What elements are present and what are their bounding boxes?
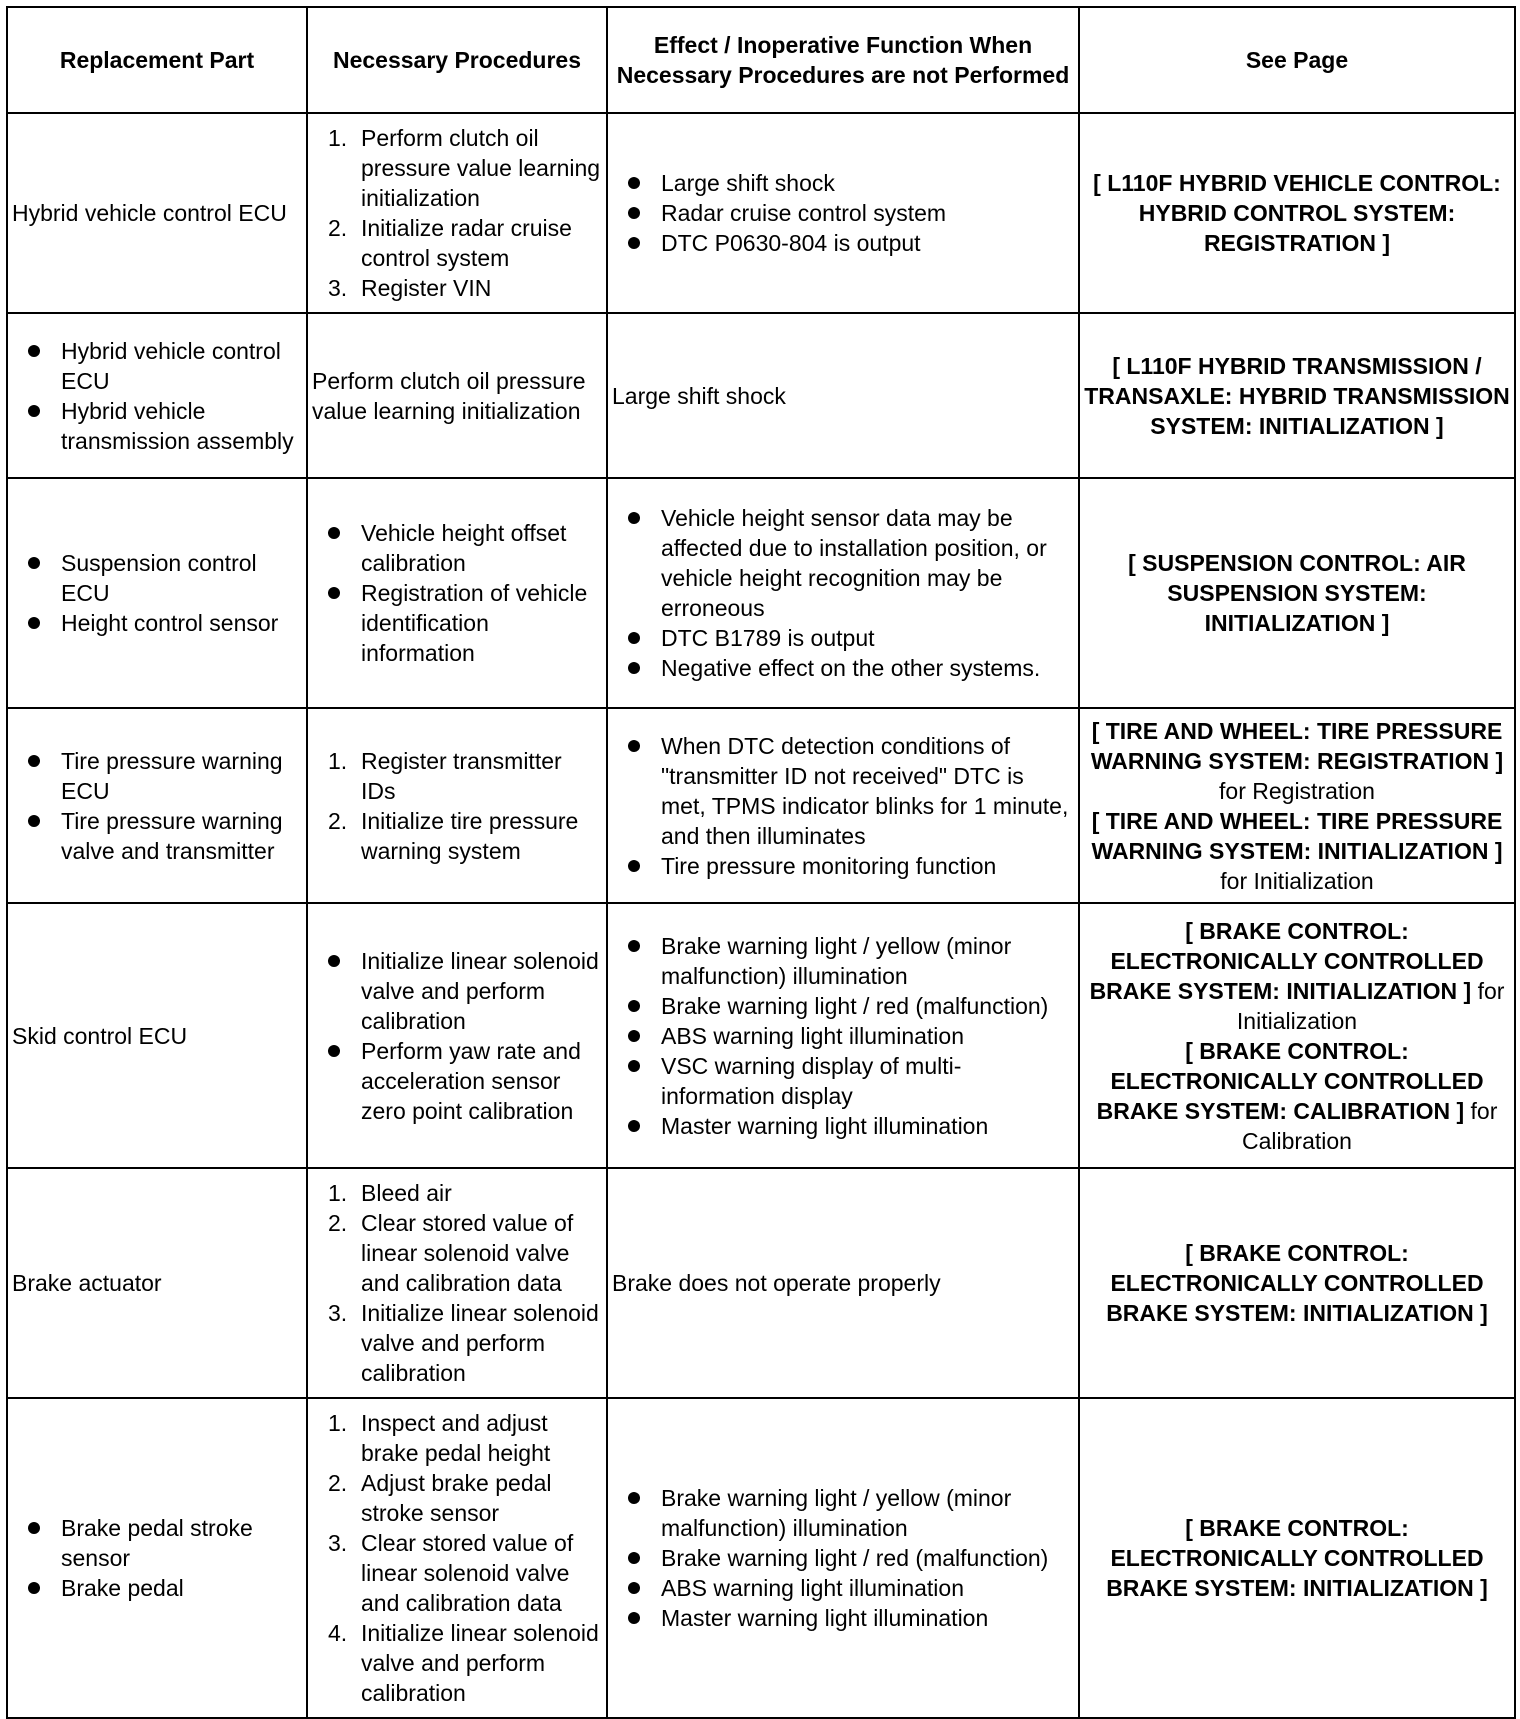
effects-cell	[607, 313, 1079, 478]
procedure-list	[312, 1408, 602, 1708]
effect-item: Negative effect on the other systems.	[612, 653, 1074, 683]
procedures-cell	[307, 903, 607, 1168]
procedure-text: Perform clutch oil pressure value learning initialization	[312, 367, 586, 424]
effect-item: DTC P0630-804 is output	[612, 228, 1074, 258]
table-row	[7, 903, 1515, 1168]
replacement-part-cell	[7, 1168, 307, 1398]
see-page-cell	[1079, 903, 1515, 1168]
effect-list	[612, 1483, 1074, 1633]
effect-list	[612, 503, 1074, 683]
procedure-list	[312, 123, 602, 303]
effect-item: Brake warning light / yellow (minor malfunction) illumination	[612, 1483, 1074, 1543]
procedure-step: 1. Register transmitter IDs	[328, 747, 562, 804]
effect-item: Tire pressure monitoring function	[612, 851, 1074, 881]
replacement-part-list	[12, 746, 302, 866]
replacement-part: Hybrid vehicle transmission assembly	[12, 396, 302, 456]
effect-item: ABS warning light illumination	[612, 1573, 1074, 1603]
procedures-cell	[307, 1398, 607, 1718]
replacement-part-cell	[7, 478, 307, 708]
effect-item: Vehicle height sensor data may be affected due to installation position, or vehicle height recognition may be erroneous	[612, 503, 1074, 623]
procedures-cell	[307, 313, 607, 478]
replacement-part-list	[12, 1513, 302, 1603]
procedure-step: 4. Initialize linear solenoid valve and perform calibration	[328, 1620, 599, 1706]
replacement-part: Tire pressure warning ECU	[12, 746, 302, 806]
procedure-step: 1. Inspect and adjust brake pedal height	[328, 1410, 551, 1466]
header-see-page: See Page	[1079, 7, 1515, 113]
procedure-step: 2. Initialize tire pressure warning system	[328, 807, 579, 864]
header-necessary-procedures: Necessary Procedures	[307, 7, 607, 113]
replacement-part-list	[12, 548, 302, 638]
replacement-part: Brake pedal	[12, 1573, 302, 1603]
page-reference[interactable]: [ L110F HYBRID TRANSMISSION / TRANSAXLE: HYBRID TRANSMISSION SYSTEM: INITIALIZATION ]	[1084, 352, 1510, 439]
replacement-part: Suspension control ECU	[12, 548, 302, 608]
procedure-step: 2. Clear stored value of linear solenoid valve and calibration data	[328, 1210, 574, 1296]
procedure-step: 3. Clear stored value of linear solenoid valve and calibration data	[328, 1530, 574, 1616]
table-row	[7, 708, 1515, 903]
procedure-list	[312, 946, 602, 1126]
effects-cell	[607, 903, 1079, 1168]
table-row	[7, 1398, 1515, 1718]
table-header-row	[7, 7, 1515, 113]
procedure-list	[312, 1178, 602, 1388]
see-page-cell	[1079, 478, 1515, 708]
header-replacement-part: Replacement Part	[7, 7, 307, 113]
effects-cell	[607, 1398, 1079, 1718]
page-reference[interactable]: [ TIRE AND WHEEL: TIRE PRESSURE WARNING SYSTEM: INITIALIZATION ] for Initialization	[1091, 807, 1503, 894]
table-row	[7, 478, 1515, 708]
page-reference[interactable]: [ TIRE AND WHEEL: TIRE PRESSURE WARNING SYSTEM: REGISTRATION ] for Registration	[1090, 717, 1504, 804]
effect-item: ABS warning light illumination	[612, 1021, 1074, 1051]
replacement-part: Height control sensor	[12, 608, 302, 638]
effect-list	[612, 168, 1074, 258]
replacement-part-cell	[7, 313, 307, 478]
see-page-cell	[1079, 1168, 1515, 1398]
procedures-cell	[307, 708, 607, 903]
see-page-cell	[1079, 1398, 1515, 1718]
effect-item: Master warning light illumination	[612, 1111, 1074, 1141]
replacement-part: Hybrid vehicle control ECU	[12, 336, 302, 396]
procedure-step: 3. Initialize linear solenoid valve and perform calibration	[328, 1300, 599, 1386]
replacement-part: Tire pressure warning valve and transmitter	[12, 806, 302, 866]
replacement-part-cell	[7, 903, 307, 1168]
procedures-cell	[307, 1168, 607, 1398]
effects-cell	[607, 113, 1079, 313]
effect-item: Brake warning light / red (malfunction)	[612, 1543, 1074, 1573]
effects-cell	[607, 478, 1079, 708]
effect-item: Master warning light illumination	[612, 1603, 1074, 1633]
effect-text: Brake does not operate properly	[612, 1270, 941, 1296]
table-row	[7, 313, 1515, 478]
effect-text: Large shift shock	[612, 382, 786, 409]
see-page-cell	[1079, 708, 1515, 903]
procedure-step: Initialize linear solenoid valve and perform calibration	[312, 946, 602, 1036]
see-page-cell	[1079, 313, 1515, 478]
effect-item: VSC warning display of multi-information display	[612, 1051, 1074, 1111]
procedure-step: 2. Initialize radar cruise control system	[328, 215, 572, 271]
header-effect: Effect / Inoperative Function When Necessary Procedures are not Performed	[607, 7, 1079, 113]
see-page-cell	[1079, 113, 1515, 313]
effects-cell	[607, 708, 1079, 903]
replacement-part: Brake actuator	[12, 1270, 162, 1296]
replacement-part: Skid control ECU	[12, 1022, 188, 1049]
table-row	[7, 1168, 1515, 1398]
procedure-step: 1. Perform clutch oil pressure value learning initialization	[328, 125, 601, 211]
replacement-procedures-table	[6, 6, 1516, 1719]
page-reference[interactable]: [ SUSPENSION CONTROL: AIR SUSPENSION SYSTEM: INITIALIZATION ]	[1128, 550, 1466, 636]
procedure-list	[312, 518, 602, 668]
procedures-cell	[307, 113, 607, 313]
document-page	[6, 6, 1516, 1719]
effect-item: Brake warning light / yellow (minor malfunction) illumination	[612, 931, 1074, 991]
page-reference[interactable]: [ BRAKE CONTROL: ELECTRONICALLY CONTROLLED BRAKE SYSTEM: CALIBRATION ] for Calibration	[1096, 1037, 1498, 1154]
replacement-part: Hybrid vehicle control ECU	[12, 200, 287, 226]
replacement-part: Brake pedal stroke sensor	[12, 1513, 302, 1573]
procedure-step: 1. Bleed air	[328, 1180, 452, 1206]
procedure-step: 3. Register VIN	[328, 275, 492, 301]
procedure-step: Vehicle height offset calibration	[312, 518, 602, 578]
replacement-part-cell	[7, 1398, 307, 1718]
effect-item: Radar cruise control system	[612, 198, 1074, 228]
procedures-cell	[307, 478, 607, 708]
effect-item: Large shift shock	[612, 168, 1074, 198]
replacement-part-list	[12, 336, 302, 456]
effect-list	[612, 931, 1074, 1141]
procedure-list	[312, 746, 602, 866]
procedure-step: 2. Adjust brake pedal stroke sensor	[328, 1470, 552, 1526]
effects-cell	[607, 1168, 1079, 1398]
procedure-step: Perform yaw rate and acceleration sensor zero point calibration	[312, 1036, 602, 1126]
effect-item: When DTC detection conditions of "transmitter ID not received" DTC is met, TPMS indicator blinks for 1 minute, and then illuminates	[612, 731, 1074, 851]
page-reference[interactable]: [ BRAKE CONTROL: ELECTRONICALLY CONTROLLED BRAKE SYSTEM: INITIALIZATION ] for Initialization	[1089, 917, 1505, 1034]
page-reference[interactable]: [ BRAKE CONTROL: ELECTRONICALLY CONTROLLED BRAKE SYSTEM: INITIALIZATION ]	[1106, 1240, 1488, 1326]
table-row	[7, 113, 1515, 313]
replacement-part-cell	[7, 113, 307, 313]
effect-list	[612, 731, 1074, 881]
procedure-step: Registration of vehicle identification information	[312, 578, 602, 668]
page-reference[interactable]: [ L110F HYBRID VEHICLE CONTROL: HYBRID CONTROL SYSTEM: REGISTRATION ]	[1093, 170, 1501, 256]
page-reference[interactable]: [ BRAKE CONTROL: ELECTRONICALLY CONTROLLED BRAKE SYSTEM: INITIALIZATION ]	[1106, 1515, 1488, 1601]
effect-item: Brake warning light / red (malfunction)	[612, 991, 1074, 1021]
effect-item: DTC B1789 is output	[612, 623, 1074, 653]
replacement-part-cell	[7, 708, 307, 903]
